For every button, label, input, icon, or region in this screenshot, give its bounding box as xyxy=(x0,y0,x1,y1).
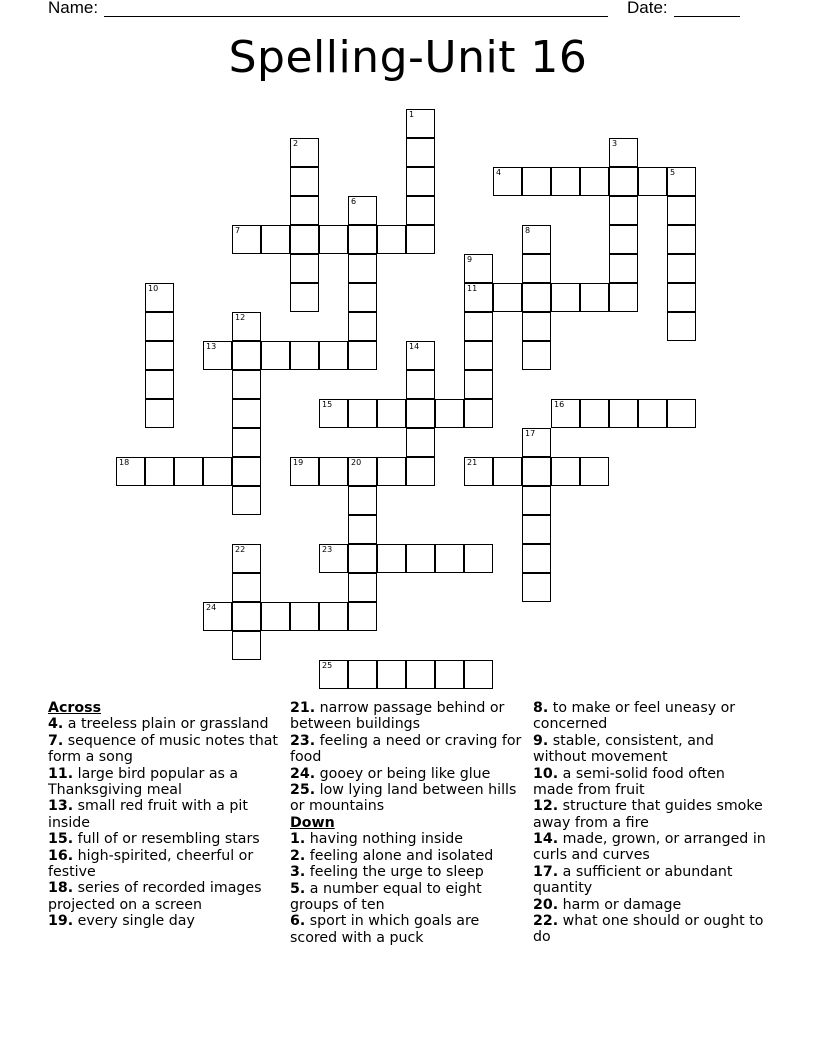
grid-cell[interactable] xyxy=(348,602,377,631)
clue-item xyxy=(48,733,282,766)
grid-cell[interactable] xyxy=(203,457,232,486)
grid-cell[interactable] xyxy=(348,196,377,225)
grid-cell[interactable] xyxy=(406,399,435,428)
grid-cell[interactable] xyxy=(580,457,609,486)
clue-number: 15 xyxy=(322,400,333,409)
clue-number: 12 xyxy=(235,313,246,322)
grid-cell[interactable] xyxy=(261,602,290,631)
clue-item-text: sequence of music notes that form a song xyxy=(48,732,278,766)
grid-cell[interactable] xyxy=(493,283,522,312)
grid-cell[interactable] xyxy=(522,544,551,573)
grid-cell[interactable] xyxy=(203,341,232,370)
grid-cell[interactable] xyxy=(464,660,493,689)
grid-cell[interactable] xyxy=(232,486,261,515)
grid-cell[interactable] xyxy=(348,486,377,515)
clue-item-text: feeling alone and isolated xyxy=(309,847,494,864)
grid-cell[interactable] xyxy=(145,399,174,428)
grid-cell[interactable] xyxy=(493,167,522,196)
clue-item xyxy=(290,831,526,847)
grid-cell[interactable] xyxy=(319,660,348,689)
grid-cell[interactable] xyxy=(522,486,551,515)
grid-cell[interactable] xyxy=(609,399,638,428)
clue-item xyxy=(533,897,769,913)
clue-number: 21 xyxy=(467,458,478,467)
clue-item-text: structure that guides smoke away from a fire xyxy=(533,798,763,831)
clue-number: 11 xyxy=(467,284,478,293)
grid-cell[interactable] xyxy=(406,428,435,457)
grid-cell[interactable] xyxy=(319,225,348,254)
grid-cell[interactable] xyxy=(609,138,638,167)
grid-cell[interactable] xyxy=(232,573,261,602)
grid-cell[interactable] xyxy=(551,399,580,428)
clue-item-text: feeling a need or craving for food xyxy=(290,732,522,766)
clue-item-number: 5. xyxy=(290,880,306,897)
clue-number: 23 xyxy=(322,545,333,554)
grid-cell[interactable] xyxy=(464,399,493,428)
clue-item xyxy=(48,766,282,799)
clue-item-number: 7. xyxy=(48,732,64,749)
clue-number: 18 xyxy=(119,458,130,467)
grid-cell[interactable] xyxy=(145,341,174,370)
clue-item xyxy=(533,733,769,766)
grid-cell[interactable] xyxy=(232,544,261,573)
clue-item-number: 8. xyxy=(533,700,549,716)
grid-cell[interactable] xyxy=(609,196,638,225)
clue-item-number: 14. xyxy=(533,831,559,848)
clue-item xyxy=(290,881,526,914)
grid-cell[interactable] xyxy=(348,515,377,544)
grid-cell[interactable] xyxy=(435,399,464,428)
grid-cell[interactable] xyxy=(319,544,348,573)
clue-item xyxy=(290,700,526,733)
grid-cell[interactable] xyxy=(609,225,638,254)
grid-cell[interactable] xyxy=(406,196,435,225)
grid-cell[interactable] xyxy=(522,515,551,544)
clue-item-text: gooey or being like glue xyxy=(319,765,491,782)
clue-item-number: 22. xyxy=(533,913,559,930)
grid-cell[interactable] xyxy=(290,457,319,486)
clue-item xyxy=(533,766,769,799)
grid-cell[interactable] xyxy=(464,544,493,573)
grid-cell[interactable] xyxy=(580,167,609,196)
clue-number: 10 xyxy=(148,284,159,293)
grid-cell[interactable] xyxy=(464,312,493,341)
grid-cell[interactable] xyxy=(406,225,435,254)
grid-cell[interactable] xyxy=(522,312,551,341)
grid-cell[interactable] xyxy=(377,225,406,254)
grid-cell[interactable] xyxy=(406,167,435,196)
clue-number: 13 xyxy=(206,342,217,351)
grid-cell[interactable] xyxy=(145,312,174,341)
grid-cell[interactable] xyxy=(522,225,551,254)
name-label: Name: xyxy=(48,0,99,17)
clue-item xyxy=(533,798,769,831)
grid-cell[interactable] xyxy=(464,254,493,283)
clue-item-text: narrow passage behind or between buildings xyxy=(290,700,505,733)
grid-cell[interactable] xyxy=(406,457,435,486)
clue-item xyxy=(290,782,526,815)
clue-item-text: a number equal to eight groups of ten xyxy=(290,880,482,913)
clue-item-number: 12. xyxy=(533,798,559,815)
grid-cell[interactable] xyxy=(522,283,551,312)
clue-item-text: series of recorded images projected on a screen xyxy=(48,880,262,913)
clue-item-number: 23. xyxy=(290,732,316,749)
grid-cell[interactable] xyxy=(319,457,348,486)
grid-cell[interactable] xyxy=(232,428,261,457)
grid-cell[interactable] xyxy=(435,544,464,573)
clue-item xyxy=(533,831,769,864)
grid-cell[interactable] xyxy=(232,312,261,341)
grid-cell[interactable] xyxy=(609,283,638,312)
grid-cell[interactable] xyxy=(348,341,377,370)
clue-item-text: harm or damage xyxy=(562,896,682,913)
clue-item xyxy=(48,848,282,881)
clue-item xyxy=(48,716,282,732)
grid-cell[interactable] xyxy=(145,457,174,486)
grid-cell[interactable] xyxy=(493,457,522,486)
grid-cell[interactable] xyxy=(145,283,174,312)
grid-cell[interactable] xyxy=(232,457,261,486)
clue-item-text: full of or resembling stars xyxy=(77,831,260,848)
clue-item-number: 15. xyxy=(48,831,74,848)
grid-cell[interactable] xyxy=(638,399,667,428)
clue-item-number: 11. xyxy=(48,765,74,782)
grid-cell[interactable] xyxy=(290,225,319,254)
grid-cell[interactable] xyxy=(377,399,406,428)
page-title: Spelling-Unit 16 xyxy=(228,32,588,83)
clue-item xyxy=(290,733,526,766)
grid-cell[interactable] xyxy=(290,196,319,225)
grid-cell[interactable] xyxy=(406,138,435,167)
clue-item xyxy=(48,880,282,913)
clue-number: 1 xyxy=(409,110,415,119)
grid-cell[interactable] xyxy=(116,457,145,486)
clue-item-number: 2. xyxy=(290,847,306,864)
clue-item-number: 24. xyxy=(290,765,316,782)
grid-cell[interactable] xyxy=(667,225,696,254)
clue-number: 7 xyxy=(235,226,241,235)
grid-cell[interactable] xyxy=(435,660,464,689)
grid-cell[interactable] xyxy=(406,544,435,573)
clue-item-number: 25. xyxy=(290,782,316,799)
clue-item-number: 17. xyxy=(533,863,559,880)
grid-cell[interactable] xyxy=(667,167,696,196)
clue-number: 22 xyxy=(235,545,246,554)
grid-cell[interactable] xyxy=(348,399,377,428)
grid-cell[interactable] xyxy=(348,457,377,486)
grid-cell[interactable] xyxy=(667,399,696,428)
clue-number: 24 xyxy=(206,603,217,612)
grid-cell[interactable] xyxy=(319,399,348,428)
grid-cell[interactable] xyxy=(464,370,493,399)
clue-heading: Down xyxy=(290,814,335,831)
clue-item xyxy=(533,913,769,946)
clue-item xyxy=(533,864,769,897)
grid-cell[interactable] xyxy=(145,370,174,399)
clue-item-text: what one should or ought to do xyxy=(533,913,764,946)
grid-cell[interactable] xyxy=(406,341,435,370)
date-label: Date: xyxy=(627,0,668,17)
clue-item-number: 3. xyxy=(290,864,306,881)
grid-cell[interactable] xyxy=(261,341,290,370)
clue-item xyxy=(290,848,526,864)
grid-cell[interactable] xyxy=(667,312,696,341)
clue-item xyxy=(290,913,526,946)
clue-number: 19 xyxy=(293,458,304,467)
grid-cell[interactable] xyxy=(638,167,667,196)
clue-item-number: 21. xyxy=(290,700,316,716)
grid-cell[interactable] xyxy=(522,428,551,457)
grid-cell[interactable] xyxy=(348,573,377,602)
grid-cell[interactable] xyxy=(551,457,580,486)
grid-cell[interactable] xyxy=(522,573,551,602)
grid-cell[interactable] xyxy=(261,225,290,254)
grid-cell[interactable] xyxy=(203,602,232,631)
grid-cell[interactable] xyxy=(232,225,261,254)
clue-item-text: feeling the urge to sleep xyxy=(309,864,484,881)
clue-item xyxy=(290,766,526,782)
clue-item xyxy=(48,831,282,847)
grid-cell[interactable] xyxy=(551,283,580,312)
clue-item-number: 13. xyxy=(48,798,74,815)
clue-item-text: having nothing inside xyxy=(309,831,463,848)
grid-cell[interactable] xyxy=(290,167,319,196)
clue-number: 20 xyxy=(351,458,362,467)
clue-item-number: 1. xyxy=(290,831,306,848)
clue-item-text: made, grown, or arranged in curls and curves xyxy=(533,831,766,864)
grid-cell[interactable] xyxy=(377,660,406,689)
grid-cell[interactable] xyxy=(464,341,493,370)
grid-cell[interactable] xyxy=(377,457,406,486)
clue-item-number: 10. xyxy=(533,765,559,782)
grid-cell[interactable] xyxy=(290,602,319,631)
clue-number: 2 xyxy=(293,139,299,148)
grid-cell[interactable] xyxy=(348,254,377,283)
clue-number: 25 xyxy=(322,661,333,670)
grid-cell[interactable] xyxy=(406,660,435,689)
grid-cell[interactable] xyxy=(232,370,261,399)
clue-item-text: stable, consistent, and without movement xyxy=(533,732,714,766)
clue-item-text: every single day xyxy=(77,913,195,930)
clue-number: 9 xyxy=(467,255,473,264)
grid-cell[interactable] xyxy=(290,138,319,167)
grid-cell[interactable] xyxy=(290,283,319,312)
grid-cell[interactable] xyxy=(609,254,638,283)
clue-number: 4 xyxy=(496,168,502,177)
grid-cell[interactable] xyxy=(406,109,435,138)
grid-cell[interactable] xyxy=(522,457,551,486)
grid-cell[interactable] xyxy=(348,312,377,341)
clue-item xyxy=(48,798,282,831)
clue-item-number: 6. xyxy=(290,913,306,930)
clue-item-number: 18. xyxy=(48,880,74,897)
grid-cell[interactable] xyxy=(348,544,377,573)
clue-item xyxy=(290,864,526,880)
grid-cell[interactable] xyxy=(522,167,551,196)
grid-cell[interactable] xyxy=(464,457,493,486)
grid-cell[interactable] xyxy=(290,341,319,370)
grid-cell[interactable] xyxy=(580,283,609,312)
clue-item-text: large bird popular as a Thanksgiving meal xyxy=(48,765,239,798)
clue-heading: Across xyxy=(48,700,102,716)
clues-column-3 xyxy=(533,700,769,946)
grid-cell[interactable] xyxy=(348,225,377,254)
clue-number: 16 xyxy=(554,400,565,409)
grid-cell[interactable] xyxy=(667,196,696,225)
grid-cell[interactable] xyxy=(667,283,696,312)
grid-cell[interactable] xyxy=(174,457,203,486)
grid-cell[interactable] xyxy=(319,341,348,370)
clue-number: 3 xyxy=(612,139,618,148)
clue-number: 17 xyxy=(525,429,536,438)
grid-cell[interactable] xyxy=(348,283,377,312)
clue-item-text: high-spirited, cheerful or festive xyxy=(48,847,254,880)
clue-item-number: 16. xyxy=(48,847,74,864)
clue-item-text: small red fruit with a pit inside xyxy=(48,798,248,831)
clue-item-number: 9. xyxy=(533,732,549,749)
clues-column-2 xyxy=(290,700,526,946)
grid-cell[interactable] xyxy=(232,341,261,370)
grid-cell[interactable] xyxy=(232,602,261,631)
grid-cell[interactable] xyxy=(522,254,551,283)
clue-item-number: 19. xyxy=(48,913,74,930)
grid-cell[interactable] xyxy=(319,602,348,631)
grid-cell[interactable] xyxy=(377,544,406,573)
clue-number: 14 xyxy=(409,342,420,351)
grid-cell[interactable] xyxy=(580,399,609,428)
grid-cell[interactable] xyxy=(406,370,435,399)
grid-cell[interactable] xyxy=(609,167,638,196)
grid-cell[interactable] xyxy=(522,341,551,370)
grid-cell[interactable] xyxy=(464,283,493,312)
clue-number: 8 xyxy=(525,226,531,235)
grid-cell[interactable] xyxy=(232,399,261,428)
clue-item-text: to make or feel uneasy or concerned xyxy=(533,700,736,733)
grid-cell[interactable] xyxy=(232,631,261,660)
clue-item-text: a sufficient or abundant quantity xyxy=(533,863,733,897)
clue-item-number: 20. xyxy=(533,896,559,913)
clues-column-1 xyxy=(48,700,282,930)
clue-number: 6 xyxy=(351,197,357,206)
clue-item-text: low lying land between hills or mountains xyxy=(290,782,517,815)
clue-item-text: a treeless plain or grassland xyxy=(67,716,269,733)
clue-number: 5 xyxy=(670,168,676,177)
clue-item-text: a semi-solid food often made from fruit xyxy=(533,765,725,798)
grid-cell[interactable] xyxy=(551,167,580,196)
clue-item-text: sport in which goals are scored with a puck xyxy=(290,913,480,946)
clue-item xyxy=(48,913,282,929)
grid-cell[interactable] xyxy=(667,254,696,283)
clue-item xyxy=(533,700,769,733)
grid-cell[interactable] xyxy=(290,254,319,283)
clue-item-number: 4. xyxy=(48,716,64,733)
grid-cell[interactable] xyxy=(348,660,377,689)
